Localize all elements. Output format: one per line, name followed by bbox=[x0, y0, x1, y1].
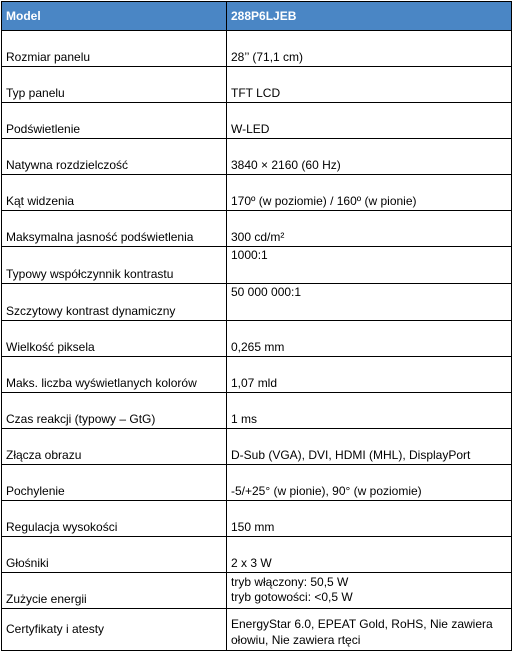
row-key: Szczytowy kontrast dynamiczny bbox=[2, 284, 227, 321]
table-row bbox=[2, 67, 512, 103]
row-key: Podświetlenie bbox=[2, 103, 227, 139]
row-value: 2 x 3 W bbox=[227, 537, 512, 573]
row-value: 1,07 mld bbox=[227, 357, 512, 393]
row-key: Rozmiar panelu bbox=[2, 31, 227, 67]
table-row bbox=[2, 393, 512, 429]
row-value: 1000:1 bbox=[227, 247, 512, 284]
table-row bbox=[2, 175, 512, 211]
row-key: Pochylenie bbox=[2, 465, 227, 501]
row-key: Kąt widzenia bbox=[2, 175, 227, 211]
row-value: EnergyStar 6.0, EPEAT Gold, RoHS, Nie zawiera ołowiu, Nie zawiera rtęci bbox=[227, 609, 512, 651]
row-key: Typ panelu bbox=[2, 67, 227, 103]
row-key: Maks. liczba wyświetlanych kolorów bbox=[2, 357, 227, 393]
row-value bbox=[227, 573, 512, 609]
row-value: 150 mm bbox=[227, 501, 512, 537]
table-row bbox=[2, 537, 512, 573]
table-row bbox=[2, 609, 512, 651]
table-row bbox=[2, 465, 512, 501]
standby-value: tryb gotowości: <0,5 W bbox=[231, 589, 353, 604]
row-value: W-LED bbox=[227, 103, 512, 139]
row-value: 1 ms bbox=[227, 393, 512, 429]
row-key: Złącza obrazu bbox=[2, 429, 227, 465]
power-on-value: tryb włączony: 50,5 W bbox=[231, 574, 349, 589]
row-key: Regulacja wysokości bbox=[2, 501, 227, 537]
row-value: 0,265 mm bbox=[227, 321, 512, 357]
table-row bbox=[2, 321, 512, 357]
table-row bbox=[2, 139, 512, 175]
table-row bbox=[2, 247, 512, 284]
row-value: 3840 × 2160 (60 Hz) bbox=[227, 139, 512, 175]
row-key: Wielkość piksela bbox=[2, 321, 227, 357]
table-row bbox=[2, 211, 512, 247]
spec-table bbox=[1, 1, 512, 651]
row-key: Certyfikaty i atesty bbox=[2, 609, 227, 651]
row-key: Głośniki bbox=[2, 537, 227, 573]
table-row bbox=[2, 573, 512, 609]
table-header-row bbox=[2, 2, 512, 31]
row-key: Typowy współczynnik kontrastu bbox=[2, 247, 227, 284]
table-row bbox=[2, 103, 512, 139]
row-value: -5/+25° (w pionie), 90° (w poziomie) bbox=[227, 465, 512, 501]
row-key: Czas reakcji (typowy – GtG) bbox=[2, 393, 227, 429]
row-value: 300 cd/m² bbox=[227, 211, 512, 247]
row-value: TFT LCD bbox=[227, 67, 512, 103]
table-row bbox=[2, 31, 512, 67]
table-row bbox=[2, 501, 512, 537]
row-value: 50 000 000:1 bbox=[227, 284, 512, 321]
row-key: Natywna rozdzielczość bbox=[2, 139, 227, 175]
header-key: Model bbox=[2, 2, 227, 31]
row-key: Zużycie energii bbox=[2, 573, 227, 609]
table-row bbox=[2, 284, 512, 321]
table-row bbox=[2, 429, 512, 465]
table-row bbox=[2, 357, 512, 393]
row-key: Maksymalna jasność podświetlenia bbox=[2, 211, 227, 247]
row-value: D-Sub (VGA), DVI, HDMI (MHL), DisplayPort bbox=[227, 429, 512, 465]
header-value: 288P6LJEB bbox=[227, 2, 512, 31]
row-value: 28’’ (71,1 cm) bbox=[227, 31, 512, 67]
row-value: 170º (w poziomie) / 160º (w pionie) bbox=[227, 175, 512, 211]
